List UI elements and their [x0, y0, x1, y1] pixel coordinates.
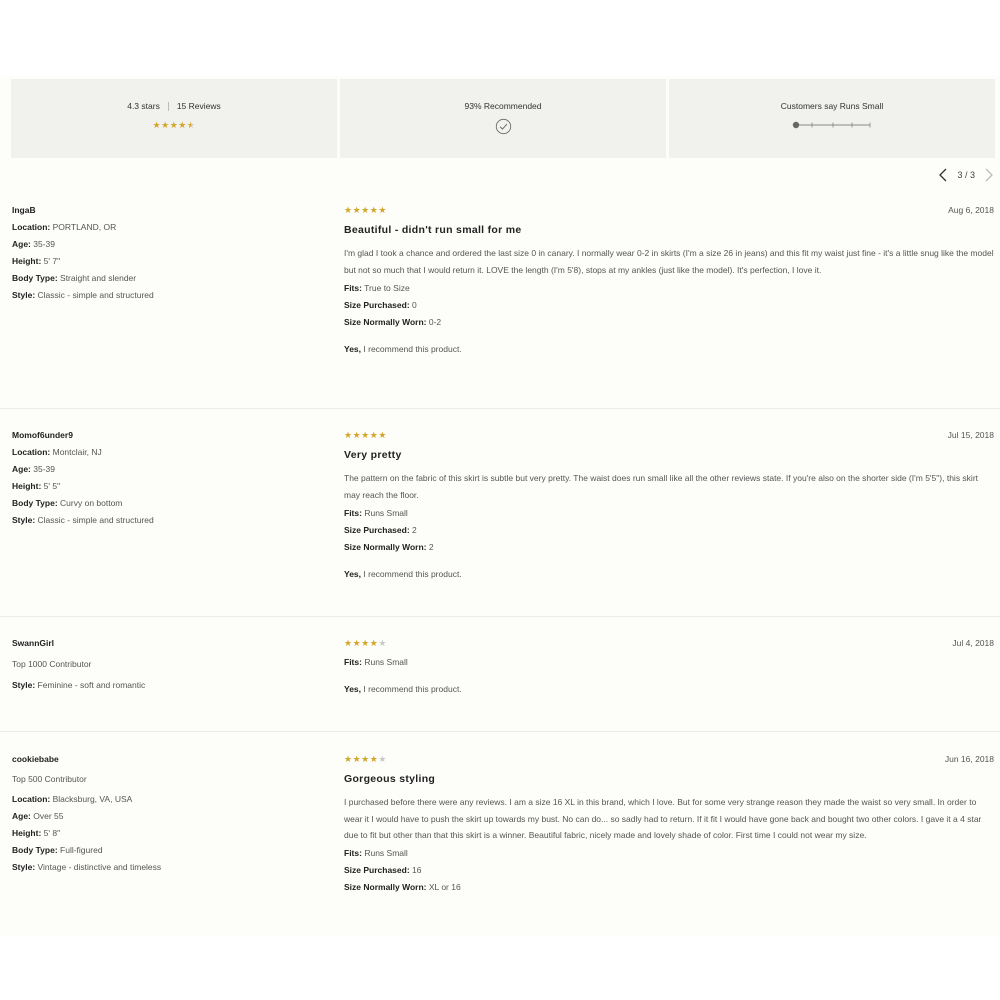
reviewer-profile [12, 638, 332, 697]
review-body: The pattern on the fabric of this skirt is subtle but very pretty. The waist does run small like all the other reviews state. If you're also on the shorter side (I'm 5'5"), this skirt may reach the floor. [344, 473, 979, 500]
recommend-statement: Yes, I recommend this product. [344, 684, 462, 694]
review-item [0, 205, 1000, 408]
review-body: I purchased before there were any reviews. I am a size 16 XL in this brand, which I love. But for some very strange reason they made the waist so very small. In order to wear it I would have to push the skirt up towards my bust. No can do... so sadly had to return. If it fit I would have gone back and bought two other colors. I gave it a 4 star due to fit but other than that this skirt is a winner. Beautiful fabric, nicely made and lovely shade of color. First time I could not wear my size. [344, 797, 982, 840]
check-circle-icon [495, 118, 512, 135]
reviews-page [0, 76, 1000, 936]
chevron-left-icon[interactable] [938, 168, 948, 182]
pagination [938, 168, 994, 182]
review-summary-bar [11, 79, 995, 158]
reviewer-attribute: Height: 5' 7" [12, 256, 61, 266]
star-icon: ★ [369, 205, 379, 215]
review-item [0, 616, 1000, 731]
reviewer-attribute: Location: Blacksburg, VA, USA [12, 794, 133, 804]
review-date: Jun 16, 2018 [944, 754, 994, 764]
contributor-badge: Top 1000 Contributor [12, 659, 92, 669]
reviewer-attribute: Age: 35-39 [12, 239, 56, 249]
review-content [344, 754, 994, 899]
reviewer-profile [12, 430, 332, 532]
review-content [344, 430, 994, 579]
star-icon: ★ [369, 638, 379, 648]
review-meta: Size Purchased: 0 [344, 300, 417, 310]
review-item [0, 408, 1000, 616]
review-meta: Size Purchased: 16 [344, 864, 422, 875]
reviewer-attribute: Body Type: Curvy on bottom [12, 498, 123, 508]
review-meta: Fits: Runs Small [344, 657, 408, 667]
reviewer-attribute: Body Type: Full-figured [12, 845, 103, 855]
recommend-statement: Yes, I recommend this product. [344, 569, 462, 579]
star-icon: ★ [344, 205, 353, 215]
star-icon: ★ [352, 205, 362, 215]
review-meta: Size Normally Worn: 0-2 [344, 317, 442, 327]
reviewer-attribute: Style: Feminine - soft and romantic [12, 680, 146, 690]
reviewer-attribute: Location: PORTLAND, OR [12, 222, 117, 232]
reviewer-attribute: Style: Classic - simple and structured [12, 290, 154, 300]
star-icon: ★ [361, 638, 370, 648]
reviewer-attribute: Style: Vintage - distinctive and timeless [12, 862, 162, 872]
rating-summary [11, 79, 337, 158]
average-star-rating [153, 120, 196, 130]
star-icon: ★ [378, 430, 387, 440]
review-star-rating [344, 205, 994, 215]
reviewer-attribute: Style: Classic - simple and structured [12, 515, 154, 525]
page-indicator: 3 / 3 [957, 170, 975, 180]
review-meta: Size Normally Worn: 2 [344, 542, 434, 552]
star-icon: ★ [152, 120, 162, 130]
review-meta: Fits: Runs Small [344, 847, 408, 858]
star-icon: ★ [344, 430, 353, 440]
reviewer-attribute: Body Type: Straight and slender [12, 273, 137, 283]
contributor-badge: Top 500 Contributor [12, 774, 87, 784]
review-title: Gorgeous styling [344, 773, 436, 785]
recommended-percent: 93% Recommended [464, 101, 542, 111]
star-icon: ★ [369, 754, 379, 764]
reviewer-name: SwannGirl [12, 638, 55, 648]
chevron-right-icon[interactable] [984, 168, 994, 182]
fit-summary-text: Customers say Runs Small [780, 101, 884, 111]
fit-scale-slider [792, 121, 872, 129]
review-meta: Fits: Runs Small [344, 508, 408, 518]
reviewer-profile [12, 754, 332, 879]
review-star-rating [344, 430, 994, 440]
reviewer-attribute: Height: 5' 5" [12, 481, 61, 491]
review-title: Very pretty [344, 449, 402, 461]
fit-marker [793, 122, 799, 128]
review-content [344, 205, 994, 354]
star-icon: ★ [369, 430, 379, 440]
review-count-link[interactable]: 15 Reviews [176, 101, 221, 111]
star-icon: ★ [361, 754, 370, 764]
average-rating-text: 4.3 stars [127, 101, 160, 111]
review-meta: Size Normally Worn: XL or 16 [344, 881, 461, 892]
review-body: I'm glad I took a chance and ordered the last size 0 in canary. I normally wear 0-2 in skirts (I'm a size 26 in jeans) and this fit my waist just fine - it's a little snug like the model but not so much that I would return it. LOVE the length (I'm 5'8), stops at my ankles (just like the model). It's perfection, I love it. [344, 248, 994, 275]
star-icon: ★ [361, 205, 370, 215]
reviewer-profile [12, 205, 332, 307]
reviewer-attribute: Location: Montclair, NJ [12, 447, 102, 457]
review-star-rating [344, 638, 994, 648]
recommend-statement: Yes, I recommend this product. [344, 344, 462, 354]
review-star-rating [344, 754, 994, 764]
reviewer-attribute: Age: 35-39 [12, 464, 56, 474]
reviewer-name: cookiebabe [12, 754, 59, 764]
recommended-summary [340, 79, 666, 158]
review-meta: Size Purchased: 2 [344, 525, 417, 535]
divider [168, 102, 169, 111]
star-icon: ★ [378, 205, 387, 215]
star-icon: ★ [344, 754, 353, 764]
star-icon: ★ [344, 638, 353, 648]
review-date: Jul 15, 2018 [947, 430, 994, 440]
star-icon: ★ [378, 754, 387, 764]
review-title: Beautiful - didn't run small for me [344, 224, 522, 236]
review-meta: Fits: True to Size [344, 283, 410, 293]
reviewer-attribute: Age: Over 55 [12, 811, 64, 821]
star-icon: ★ [378, 638, 387, 648]
star-icon: ★ [169, 120, 179, 130]
star-icon: ★ [178, 120, 187, 130]
review-item [0, 731, 1000, 936]
reviewer-attribute: Height: 5' 8" [12, 828, 61, 838]
star-icon: ★ [352, 430, 362, 440]
review-date: Aug 6, 2018 [948, 205, 994, 215]
star-icon: ★ [186, 120, 196, 130]
review-content [344, 638, 994, 694]
reviewer-name: IngaB [12, 205, 36, 215]
star-icon: ★ [352, 638, 362, 648]
star-icon: ★ [352, 754, 362, 764]
reviewer-name: Momof6under9 [12, 430, 73, 440]
review-date: Jul 4, 2018 [952, 638, 994, 648]
star-icon: ★ [361, 430, 370, 440]
fit-summary [669, 79, 995, 158]
star-icon: ★ [161, 120, 170, 130]
